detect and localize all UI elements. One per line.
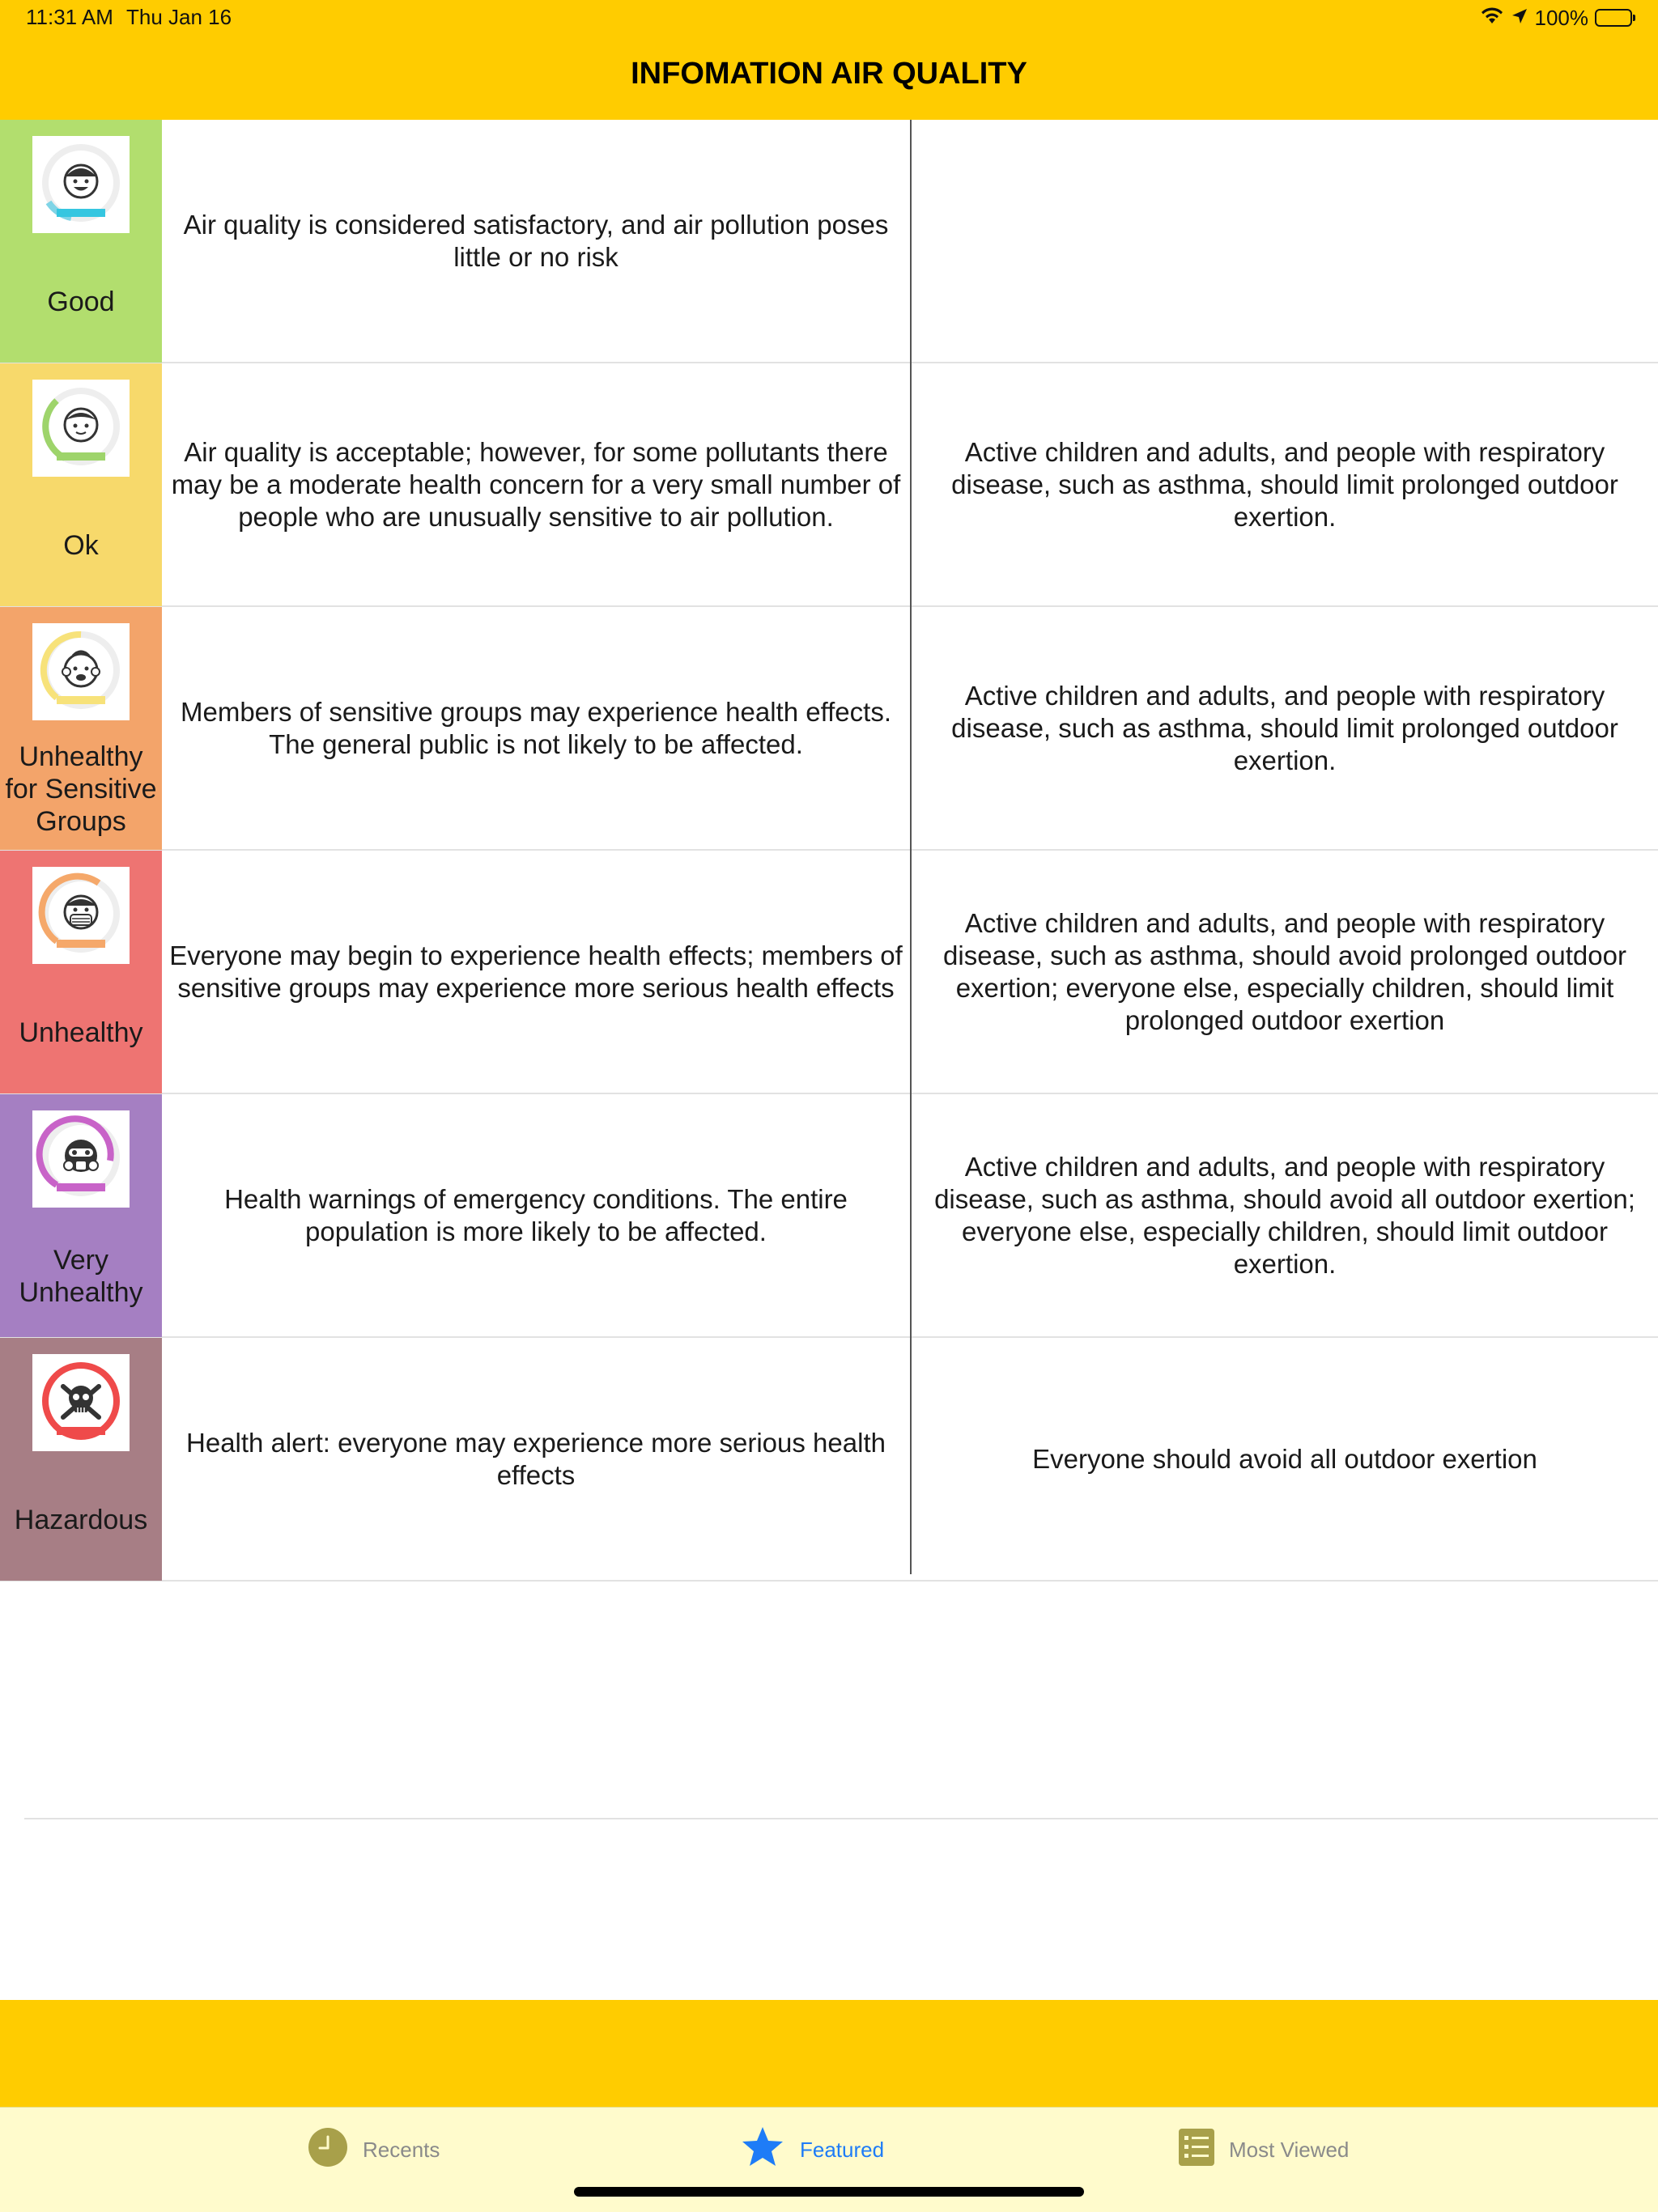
baby-face-icon [32,623,130,720]
description-cell: Health alert: everyone may experience more serious health effects [186,1427,886,1490]
advice-cell: Everyone should avoid all outdoor exertion [1032,1443,1537,1474]
gas-mask-icon [32,1110,130,1208]
table-row-good[interactable] [0,120,1658,363]
level-cell [0,607,162,850]
tab-featured-label: Featured [800,2137,885,2162]
level-label: Very Unhealthy [19,1245,143,1308]
level-label: Unhealthy for Sensitive Groups [5,741,157,837]
battery-percent: 100% [1534,5,1588,30]
level-label: Hazardous [14,1505,148,1535]
advice-cell [912,120,1658,362]
description-cell: Members of sensitive groups may experience health effects. The general public is not likely to be affected. [181,696,891,759]
status-time: 11:31 AM [26,5,113,29]
description-cell: Everyone may begin to experience health effects; members of sensitive groups may experience more serious health effects [169,940,903,1003]
table-separator [24,1818,1658,1819]
table-row-very-unhealthy[interactable] [0,1094,1658,1338]
location-arrow-icon [1511,6,1528,31]
table-row-unhealthy-sensitive[interactable] [0,607,1658,851]
status-date: Thu Jan 16 [126,5,232,29]
description-cell: Air quality is considered satisfactory, and air pollution poses little or no risk [183,209,889,272]
face-mask-icon [32,867,130,964]
description-cell: Health warnings of emergency conditions. The entire population is more likely to be affected. [224,1183,848,1246]
star-icon [740,2125,785,2176]
tab-most-viewed[interactable] [1179,2125,1349,2174]
table-row-hazardous[interactable] [0,1338,1658,1582]
advice-cell: Active children and adults, and people with respiratory disease, such as asthma, should limit prolonged outdoor exertion. [951,680,1618,775]
level-cell [0,363,162,606]
tab-recents-label: Recents [363,2137,440,2162]
tab-featured[interactable] [740,2125,884,2174]
status-indicators [1480,3,1633,32]
neutral-face-icon [32,380,130,477]
page-title: INFOMATION AIR QUALITY [631,57,1027,91]
level-cell [0,851,162,1093]
description-cell: Air quality is acceptable; however, for some pollutants there may be a moderate health concern for a very small number of people who are unusually sensitive to air pollution. [171,436,901,532]
level-cell [0,1094,162,1337]
clock-icon [308,2127,348,2173]
home-indicator[interactable] [574,2187,1084,2197]
battery-icon [1595,9,1632,27]
list-icon [1179,2129,1214,2172]
skull-crossbones-icon [32,1354,130,1451]
level-cell [0,120,162,363]
tab-most-viewed-label: Most Viewed [1229,2137,1350,2162]
advice-cell: Active children and adults, and people with respiratory disease, such as asthma, should avoid prolonged outdoor exertion; everyone else, especially children, should limit prolonged outdoor exertion [943,907,1626,1035]
navigation-header [0,0,1658,120]
level-cell [0,1338,162,1581]
advice-cell: Active children and adults, and people with respiratory disease, such as asthma, should limit prolonged outdoor exertion. [951,436,1618,532]
table-row-unhealthy[interactable] [0,851,1658,1094]
table-row-ok[interactable] [0,363,1658,607]
air-quality-table [0,120,1658,1582]
ad-banner[interactable] [0,2000,1658,2107]
column-divider [910,120,912,1574]
level-label: Unhealthy [19,1017,143,1048]
tab-recents[interactable] [308,2125,440,2174]
wifi-icon [1480,6,1504,31]
advice-cell: Active children and adults, and people with respiratory disease, such as asthma, should avoid all outdoor exertion; everyone else, especially children, should limit outdoor exertion. [934,1151,1635,1279]
smiling-face-icon [32,136,130,233]
level-label: Ok [63,530,99,561]
level-label: Good [47,287,115,317]
